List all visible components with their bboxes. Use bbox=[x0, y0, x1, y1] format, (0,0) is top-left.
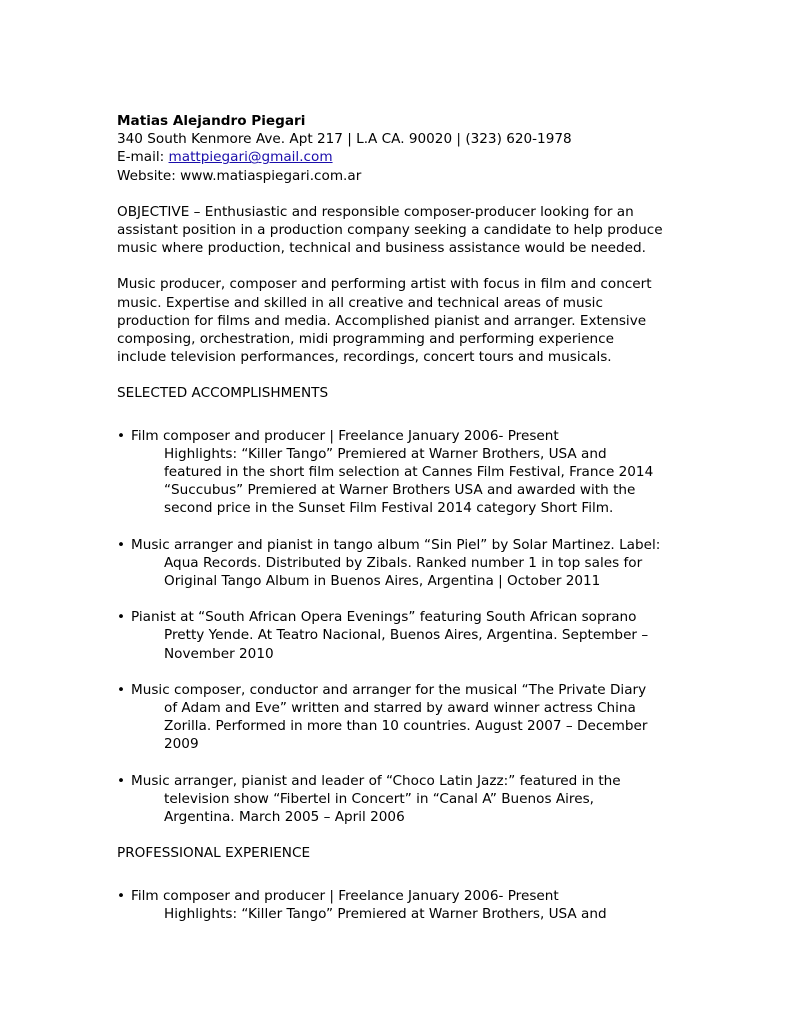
accomplishment-item bbox=[117, 536, 689, 591]
email-label: E-mail: bbox=[117, 149, 169, 166]
summary-line: include television performances, recordings, concert tours and musicals. bbox=[117, 349, 612, 366]
accomplishment-detail: 2009 bbox=[164, 736, 199, 753]
experience-detail: Highlights: “Killer Tango” Premiered at Warner Brothers, USA and bbox=[164, 905, 607, 922]
address-line: 340 South Kenmore Ave. Apt 217 | L.A CA. 90020 | (323) 620-1978 bbox=[117, 131, 572, 148]
accomplishment-detail: Zorilla. Performed in more than 10 countries. August 2007 – December bbox=[164, 718, 648, 735]
accomplishment-item bbox=[117, 772, 689, 827]
bullet-icon: • bbox=[117, 887, 126, 904]
email-line bbox=[117, 148, 689, 166]
accomplishment-detail: Pretty Yende. At Teatro Nacional, Buenos Aires, Argentina. September – bbox=[164, 627, 649, 644]
summary-line: Music producer, composer and performing artist with focus in film and concert bbox=[117, 276, 652, 293]
accomplishment-detail: Original Tango Album in Buenos Aires, Argentina | October 2011 bbox=[164, 573, 601, 590]
objective-line: music where production, technical and business assistance would be needed. bbox=[117, 240, 646, 257]
summary-line: music. Expertise and skilled in all creative and technical areas of music bbox=[117, 294, 603, 311]
summary-paragraph bbox=[117, 275, 689, 366]
experience-item bbox=[117, 887, 689, 923]
accomplishment-item bbox=[117, 427, 689, 518]
bullet-icon: • bbox=[117, 536, 126, 553]
accomplishment-item bbox=[117, 608, 689, 663]
accomplishment-detail: featured in the short film selection at Cannes Film Festival, France 2014 bbox=[164, 464, 654, 481]
accomplishment-detail: “Succubus” Premiered at Warner Brothers USA and awarded with the bbox=[164, 482, 636, 499]
objective-line: OBJECTIVE – Enthusiastic and responsible composer-producer looking for an bbox=[117, 203, 634, 220]
accomplishment-detail: Highlights: “Killer Tango” Premiered at Warner Brothers, USA and bbox=[164, 445, 607, 462]
website-line: Website: www.matiaspiegari.com.ar bbox=[117, 167, 362, 184]
contact-header bbox=[117, 112, 689, 185]
bullet-icon: • bbox=[117, 609, 126, 626]
email-link[interactable]: mattpiegari@gmail.com bbox=[168, 149, 333, 166]
objective-line: assistant position in a production company seeking a candidate to help produce bbox=[117, 222, 663, 239]
accomplishments-heading: SELECTED ACCOMPLISHMENTS bbox=[117, 385, 329, 402]
bullet-icon: • bbox=[117, 772, 126, 789]
accomplishment-item bbox=[117, 681, 689, 754]
accomplishment-detail: of Adam and Eve” written and starred by award winner actress China bbox=[164, 700, 636, 717]
accomplishment-detail: television show “Fibertel in Concert” in “Canal A” Buenos Aires, bbox=[164, 790, 594, 807]
candidate-name: Matias Alejandro Piegari bbox=[117, 113, 306, 129]
summary-line: production for films and media. Accomplished pianist and arranger. Extensive bbox=[117, 312, 647, 329]
experience-title: Film composer and producer | Freelance January 2006- Present bbox=[131, 887, 559, 904]
accomplishment-title: Music composer, conductor and arranger for the musical “The Private Diary bbox=[131, 681, 647, 698]
accomplishment-title: Pianist at “South African Opera Evenings” featuring South African soprano bbox=[131, 609, 637, 626]
accomplishment-title: Film composer and producer | Freelance January 2006- Present bbox=[131, 427, 559, 444]
accomplishment-detail: Argentina. March 2005 – April 2006 bbox=[164, 809, 405, 826]
summary-line: composing, orchestration, midi programming and performing experience bbox=[117, 331, 615, 348]
accomplishment-title: Music arranger and pianist in tango album “Sin Piel” by Solar Martinez. Label: bbox=[131, 536, 661, 553]
bullet-icon: • bbox=[117, 681, 126, 698]
resume-page bbox=[117, 112, 689, 923]
bullet-icon: • bbox=[117, 427, 126, 444]
accomplishment-detail: November 2010 bbox=[164, 645, 274, 662]
objective-paragraph bbox=[117, 203, 689, 258]
accomplishment-title: Music arranger, pianist and leader of “Choco Latin Jazz:” featured in the bbox=[131, 772, 621, 789]
accomplishment-detail: second price in the Sunset Film Festival 2014 category Short Film. bbox=[164, 500, 614, 517]
experience-heading: PROFESSIONAL EXPERIENCE bbox=[117, 845, 311, 862]
accomplishment-detail: Aqua Records. Distributed by Zibals. Ranked number 1 in top sales for bbox=[164, 554, 643, 571]
